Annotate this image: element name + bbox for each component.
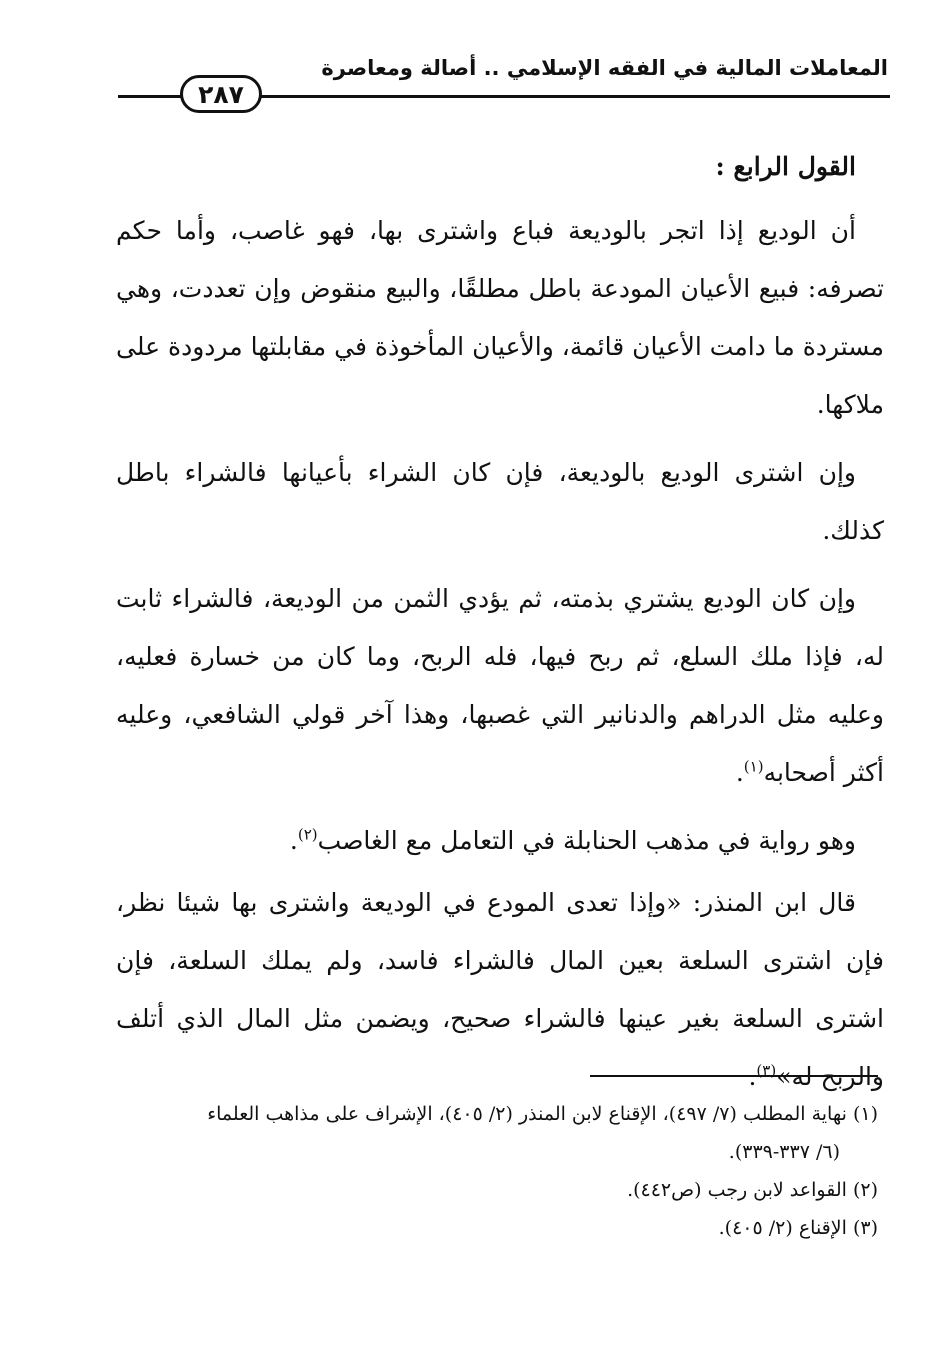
paragraph xyxy=(116,570,884,802)
paragraph-text: وإن كان الوديع يشتري بذمته، ثم يؤدي الثمن من الوديعة، فالشراء ثابت له، فإذا ملك السلع، ثم ربح فيها، فله الربح، وما كان من خسارة فعليه، وعليه مثل الدراهم والدنانير التي غصبها، وهذا آخر قولي الشافعي، وعليه أكثر أصحابه xyxy=(116,584,884,787)
paragraph xyxy=(116,444,884,560)
footnotes xyxy=(108,1095,878,1247)
paragraph xyxy=(116,812,884,870)
running-header-title: المعاملات المالية في الفقه الإسلامي .. أصالة ومعاصرة xyxy=(321,56,888,80)
footnote-separator xyxy=(590,1075,878,1077)
section-title: القول الرابع : xyxy=(715,152,856,181)
footnote-ref[interactable]: (٢) xyxy=(297,825,318,844)
footnote-text: نهاية المطلب (٧/ ٤٩٧)، الإقناع لابن المنذر (٢/ ٤٠٥)، الإشراف على مذاهب العلماء xyxy=(207,1103,847,1125)
footnote-continuation xyxy=(108,1133,878,1171)
paragraph-text: وإن اشترى الوديع بالوديعة، فإن كان الشراء بأعيانها فالشراء باطل كذلك. xyxy=(116,458,884,545)
footnote-ref[interactable]: (٣) xyxy=(756,1061,777,1080)
footnote-text: القواعد لابن رجب (ص٤٤٢). xyxy=(627,1179,847,1201)
paragraph xyxy=(116,874,884,1106)
footnote-text: الإقناع (٢/ ٤٠٥). xyxy=(718,1217,847,1239)
paragraph-text: أن الوديع إذا اتجر بالوديعة فباع واشترى بها، فهو غاصب، وأما حكم تصرفه: فبيع الأعيان المودعة باطل مطلقًا، والبيع منقوض وإن تعددت، وهي مستردة ما دامت الأعيان قائمة، والأعيان المأخوذة في مقابلتها مردودة على ملاكها. xyxy=(116,216,884,419)
footnote-ref[interactable]: (١) xyxy=(743,757,764,776)
paragraph-text: وهو رواية في مذهب الحنابلة في التعامل مع الغاصب xyxy=(317,826,856,855)
end-mark: . xyxy=(735,758,744,787)
end-mark: . xyxy=(289,826,298,855)
footnote-marker: (١) xyxy=(852,1103,878,1125)
main-text xyxy=(116,138,884,1116)
footnote-marker: (٢) xyxy=(852,1179,878,1201)
footnote-item xyxy=(108,1171,878,1209)
paragraph xyxy=(116,202,884,434)
footnote-marker: (٣) xyxy=(852,1217,878,1239)
paragraph-text: قال ابن المنذر: «وإذا تعدى المودع في الوديعة واشترى بها شيئا نظر، فإن اشترى السلعة بعين المال فالشراء فاسد، ولم يملك السلعة، فإن اشترى السلعة بغير عينها فالشراء صحيح، ويضمن مثل المال الذي أتلف والربح له» xyxy=(116,888,884,1091)
end-mark: . xyxy=(748,1062,757,1091)
footnote-item xyxy=(108,1095,878,1133)
footnote-text: (٦/ ٣٣٧-٣٣٩). xyxy=(728,1141,840,1163)
page-number-badge: ٢٨٧ xyxy=(180,75,262,113)
footnote-item xyxy=(108,1209,878,1247)
